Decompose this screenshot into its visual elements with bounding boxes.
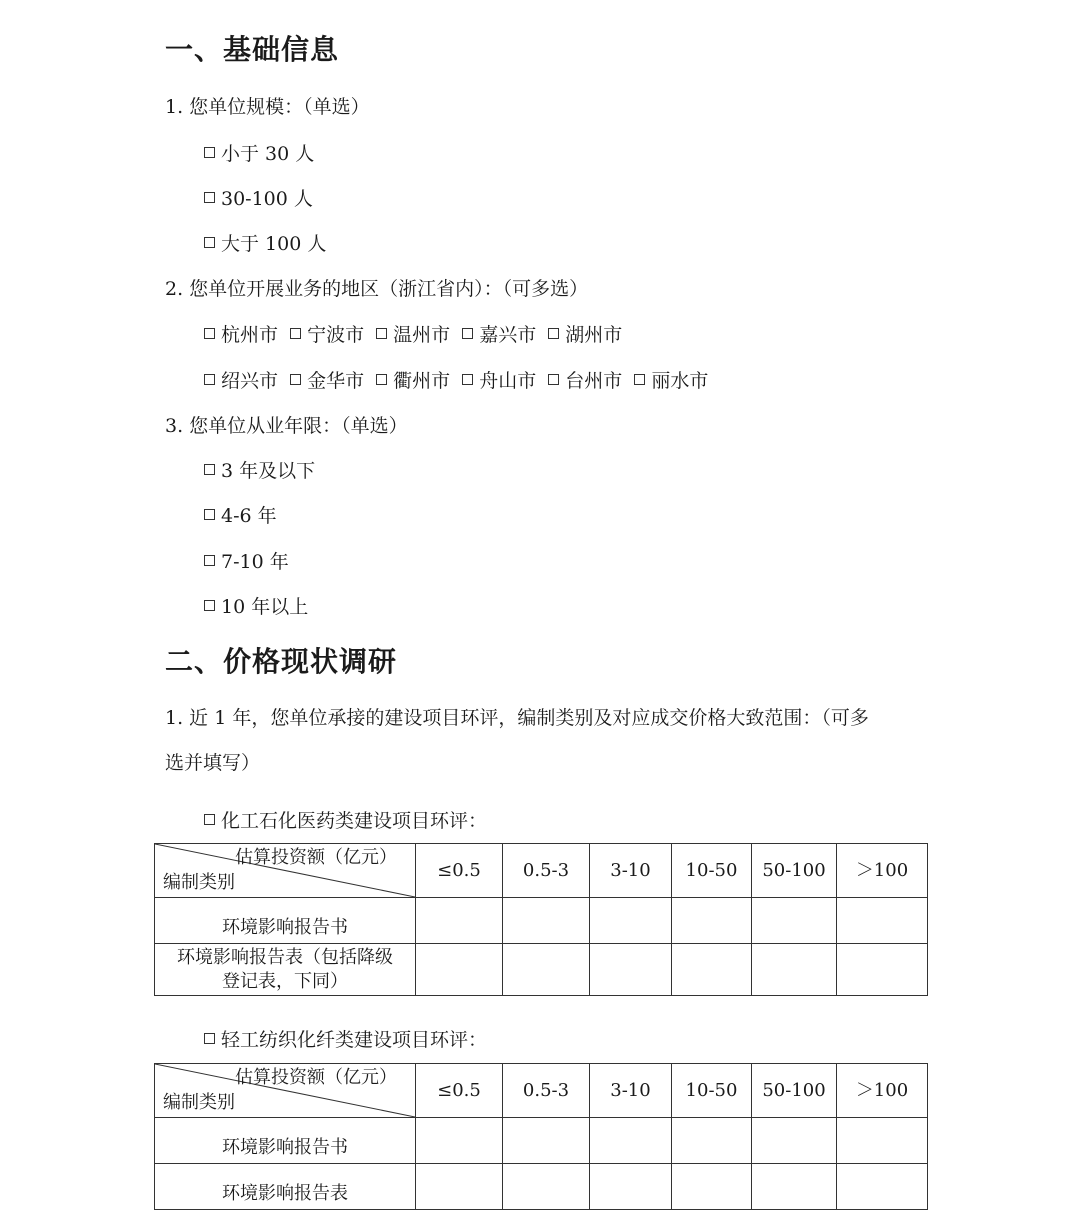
table-input-cell[interactable] (590, 1118, 672, 1164)
column-header: ≤0.5 (416, 844, 503, 898)
checkbox-icon[interactable] (204, 814, 215, 825)
option-label: 温州市 (393, 324, 451, 346)
option-label: 衢州市 (393, 370, 451, 392)
option-label: 3 年及以下 (221, 460, 316, 482)
header-top-label: 估算投资额（亿元） (235, 1067, 397, 1088)
option-checkbox[interactable] (204, 139, 314, 166)
option-label: 7-10 年 (221, 551, 289, 573)
checkbox-icon[interactable] (462, 374, 473, 385)
row-label-multiline (155, 944, 416, 996)
region-row-2 (204, 366, 714, 393)
column-header: ≤0.5 (416, 1064, 503, 1118)
row-label: 环境影响报告表 (155, 1164, 416, 1210)
checkbox-icon[interactable] (462, 328, 473, 339)
table-input-cell[interactable] (752, 1118, 837, 1164)
table-input-cell[interactable] (837, 1118, 928, 1164)
row-label-line: 登记表，下同） (222, 970, 348, 992)
table-input-cell[interactable] (416, 898, 503, 944)
header-bottom-label: 编制类别 (163, 1092, 235, 1113)
option-checkbox[interactable] (204, 592, 308, 619)
table-input-cell[interactable] (752, 1164, 837, 1210)
section-2-question-line-1: 1. 近 1 年，您单位承接的建设项目环评，编制类别及对应成交价格大致范围：（可多 (165, 707, 869, 729)
table-row (155, 1164, 928, 1210)
option-checkbox[interactable] (204, 184, 313, 211)
table-2-label: 轻工纺织化纤类建设项目环评： (221, 1029, 488, 1051)
column-header: 10-50 (672, 1064, 752, 1118)
question-1-text: 1. 您单位规模：（单选） (165, 96, 370, 118)
question-3-text: 3. 您单位从业年限：（单选） (165, 415, 408, 437)
checkbox-icon[interactable] (204, 509, 215, 520)
table-input-cell[interactable] (837, 944, 928, 996)
table-input-cell[interactable] (837, 1164, 928, 1210)
table-input-cell[interactable] (590, 1164, 672, 1210)
table-input-cell[interactable] (503, 944, 590, 996)
table-header-diagonal-cell (155, 844, 416, 898)
checkbox-icon[interactable] (290, 374, 301, 385)
checkbox-icon[interactable] (204, 192, 215, 203)
column-header: 0.5-3 (503, 1064, 590, 1118)
option-label: 丽水市 (651, 370, 709, 392)
table-row (155, 944, 928, 996)
option-label: 大于 100 人 (221, 233, 327, 255)
option-label: 小于 30 人 (221, 143, 315, 165)
section-1-title: 一、基础信息 (165, 33, 340, 66)
row-label: 环境影响报告书 (155, 898, 416, 944)
table-input-cell[interactable] (503, 1118, 590, 1164)
column-header: 3-10 (590, 844, 672, 898)
checkbox-icon[interactable] (634, 374, 645, 385)
column-header: 10-50 (672, 844, 752, 898)
table-input-cell[interactable] (416, 1118, 503, 1164)
question-2-text: 2. 您单位开展业务的地区（浙江省内）：（可多选） (165, 278, 589, 300)
option-label: 4-6 年 (221, 505, 277, 527)
checkbox-icon[interactable] (376, 374, 387, 385)
table-input-cell[interactable] (837, 898, 928, 944)
checkbox-icon[interactable] (548, 374, 559, 385)
column-header: ＞100 (837, 844, 928, 898)
checkbox-icon[interactable] (376, 328, 387, 339)
table-1-label: 化工石化医药类建设项目环评： (221, 810, 488, 832)
option-label: 宁波市 (307, 324, 365, 346)
table-input-cell[interactable] (672, 944, 752, 996)
option-label: 30-100 人 (221, 188, 313, 210)
checkbox-icon[interactable] (204, 555, 215, 566)
table-header-diagonal-cell (155, 1064, 416, 1118)
option-label: 杭州市 (221, 324, 279, 346)
option-label: 湖州市 (565, 324, 623, 346)
header-top-label: 估算投资额（亿元） (235, 847, 397, 868)
option-label: 绍兴市 (221, 370, 279, 392)
option-label: 10 年以上 (221, 596, 309, 618)
option-label: 台州市 (565, 370, 623, 392)
column-header: 50-100 (752, 844, 837, 898)
price-table-textile (154, 1063, 928, 1210)
table-input-cell[interactable] (590, 944, 672, 996)
table-input-cell[interactable] (590, 898, 672, 944)
table-input-cell[interactable] (672, 1118, 752, 1164)
table-input-cell[interactable] (503, 1164, 590, 1210)
checkbox-icon[interactable] (548, 328, 559, 339)
checkbox-icon[interactable] (204, 328, 215, 339)
option-checkbox[interactable] (204, 456, 315, 483)
table-2-checkbox-label[interactable] (204, 1025, 487, 1052)
checkbox-icon[interactable] (290, 328, 301, 339)
column-header: ＞100 (837, 1064, 928, 1118)
price-table-chemical (154, 843, 928, 996)
table-input-cell[interactable] (672, 898, 752, 944)
option-label: 嘉兴市 (479, 324, 537, 346)
table-input-cell[interactable] (503, 898, 590, 944)
row-label: 环境影响报告书 (155, 1118, 416, 1164)
table-input-cell[interactable] (752, 944, 837, 996)
checkbox-icon[interactable] (204, 1033, 215, 1044)
section-2-question-line-2: 选并填写） (165, 752, 261, 774)
table-row (155, 1118, 928, 1164)
table-1-checkbox-label[interactable] (204, 806, 487, 833)
option-checkbox[interactable] (204, 547, 289, 574)
column-header: 3-10 (590, 1064, 672, 1118)
row-label-line: 环境影响报告表（包括降级 (177, 946, 393, 968)
checkbox-icon[interactable] (204, 600, 215, 611)
option-label: 舟山市 (479, 370, 537, 392)
table-input-cell[interactable] (752, 898, 837, 944)
option-checkbox[interactable] (204, 229, 326, 256)
table-row (155, 898, 928, 944)
section-2-title: 二、价格现状调研 (165, 645, 398, 678)
column-header: 50-100 (752, 1064, 837, 1118)
header-bottom-label: 编制类别 (163, 872, 235, 893)
table-input-cell[interactable] (416, 1164, 503, 1210)
checkbox-icon[interactable] (204, 237, 215, 248)
checkbox-icon[interactable] (204, 147, 215, 158)
table-input-cell[interactable] (416, 944, 503, 996)
checkbox-icon[interactable] (204, 374, 215, 385)
column-header: 0.5-3 (503, 844, 590, 898)
checkbox-icon[interactable] (204, 464, 215, 475)
option-label: 金华市 (307, 370, 365, 392)
region-row-1 (204, 320, 628, 347)
option-checkbox[interactable] (204, 501, 277, 528)
table-input-cell[interactable] (672, 1164, 752, 1210)
